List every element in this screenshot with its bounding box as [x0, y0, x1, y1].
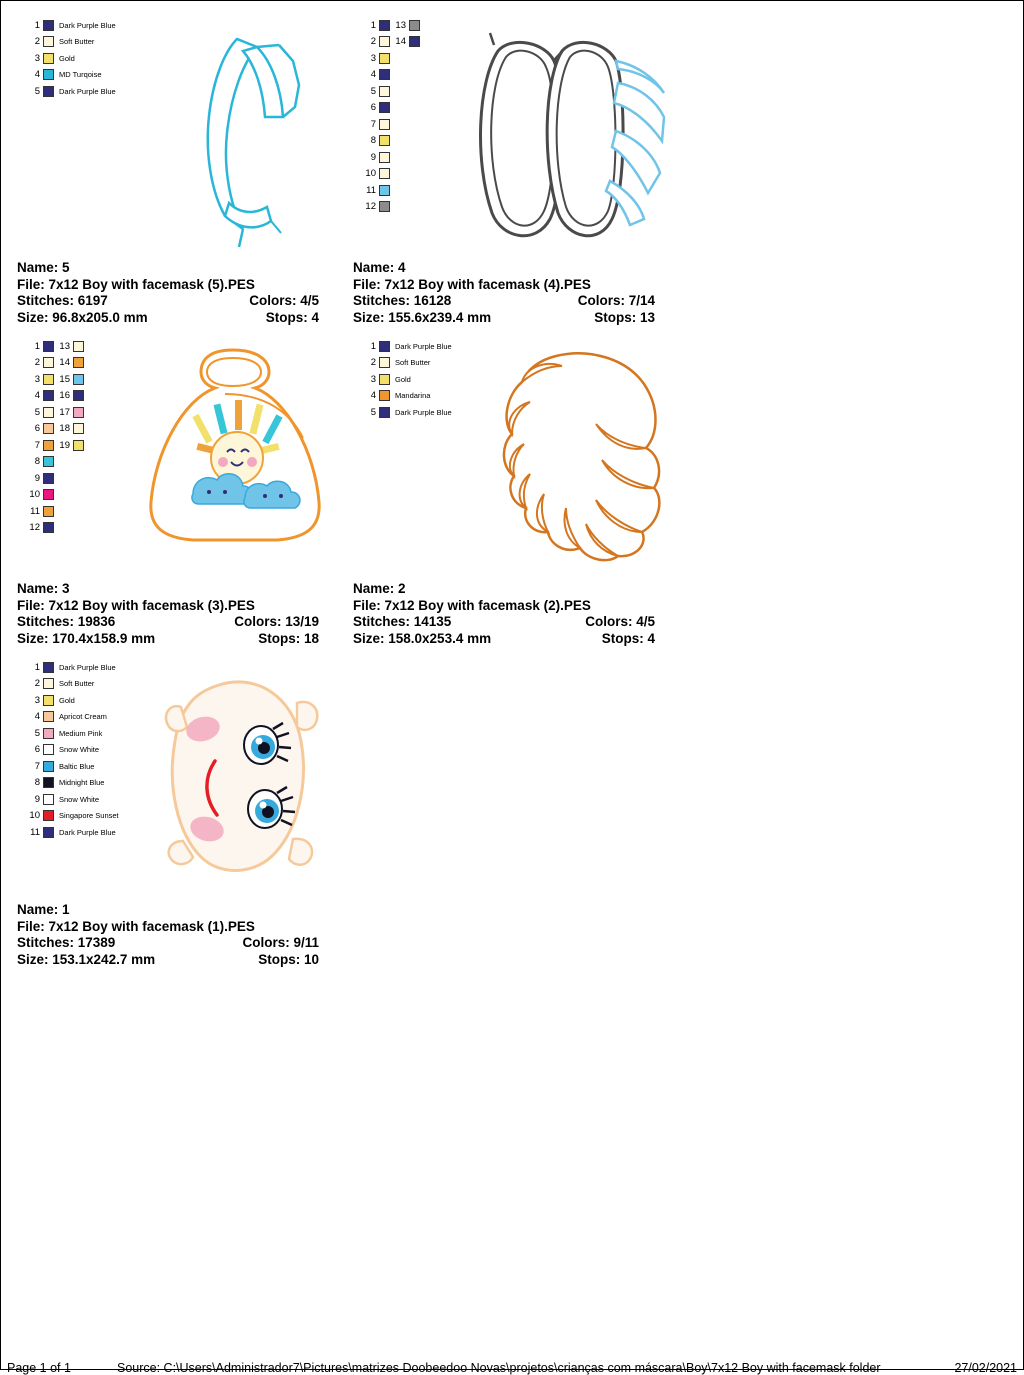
color-list [361, 17, 420, 215]
design-artwork-sun-bib [137, 342, 337, 552]
color-name: Gold [59, 695, 75, 705]
color-swatch [43, 341, 54, 352]
color-index: 8 [34, 456, 40, 467]
color-swatch [73, 423, 84, 434]
color-row [25, 808, 119, 825]
design-file: File: 7x12 Boy with facemask (1).PES [17, 918, 255, 934]
color-index: 4 [370, 390, 376, 401]
color-index: 1 [34, 340, 40, 352]
color-swatch [379, 36, 390, 47]
color-index: 1 [34, 661, 40, 673]
color-swatch [43, 810, 54, 821]
design-stops: Stops: 4 [265, 309, 319, 325]
color-name: Dark Purple Blue [395, 407, 452, 417]
color-swatch [73, 440, 84, 451]
design-colors: Colors: 4/5 [585, 614, 655, 629]
color-index: 14 [395, 36, 406, 47]
design-artwork-hair [468, 342, 673, 572]
design-name: Name: 1 [17, 902, 70, 917]
color-index: 4 [34, 390, 40, 401]
color-row [361, 34, 420, 51]
color-row [361, 182, 420, 199]
color-name: MD Turqoise [59, 70, 102, 79]
color-swatch [43, 827, 54, 838]
color-swatch [43, 777, 54, 788]
color-name: Baltic Blue [59, 761, 95, 771]
color-swatch [43, 711, 54, 722]
color-row [25, 17, 116, 34]
color-index: 9 [34, 793, 40, 805]
color-index: 2 [34, 357, 40, 368]
color-swatch [43, 357, 54, 368]
color-row [25, 520, 84, 537]
color-index: 9 [34, 472, 40, 484]
color-name: Gold [395, 374, 411, 384]
design-preview-area [17, 336, 341, 581]
color-name: Dark Purple Blue [59, 662, 116, 672]
color-swatch [43, 473, 54, 484]
color-index: 2 [34, 36, 40, 47]
color-row [361, 199, 420, 216]
color-index: 3 [370, 373, 376, 385]
design-size: Size: 153.1x242.7 mm [17, 951, 156, 967]
color-index: 8 [370, 135, 376, 146]
design-stitches: Stitches: 17389 [17, 935, 116, 950]
color-swatch [43, 440, 54, 451]
design-cell-empty [347, 657, 683, 978]
color-row [25, 824, 119, 841]
design-colors: Colors: 7/14 [577, 293, 655, 308]
color-index: 2 [34, 678, 40, 689]
color-row [361, 116, 420, 133]
color-row [361, 133, 420, 150]
color-row [25, 421, 84, 438]
color-row [25, 454, 84, 471]
color-name: Snow White [59, 745, 100, 754]
color-row [25, 355, 84, 372]
color-row [25, 470, 84, 487]
color-swatch [379, 341, 390, 352]
color-index: 14 [59, 357, 70, 368]
color-index: 11 [30, 826, 40, 838]
color-index: 5 [34, 85, 40, 97]
color-index: 7 [370, 118, 376, 130]
color-name: Dark Purple Blue [59, 827, 116, 837]
color-index: 5 [34, 406, 40, 418]
color-row [25, 67, 116, 84]
color-name: Midnight Blue [59, 778, 105, 787]
color-name: Soft Butter [395, 358, 431, 367]
color-index: 3 [34, 373, 40, 385]
color-index: 2 [370, 357, 376, 368]
design-stitches: Stitches: 19836 [17, 614, 116, 629]
color-swatch [43, 794, 54, 805]
color-index: 4 [34, 711, 40, 722]
color-row [25, 791, 119, 808]
color-swatch [379, 135, 390, 146]
design-cell[interactable] [347, 15, 683, 336]
design-info [353, 260, 677, 326]
color-name: Dark Purple Blue [59, 86, 116, 96]
color-row [25, 742, 119, 759]
design-size: Size: 158.0x253.4 mm [353, 630, 492, 646]
color-swatch [73, 357, 84, 368]
design-info [17, 581, 341, 647]
color-swatch [43, 69, 54, 80]
color-index: 4 [34, 69, 40, 80]
color-row [361, 388, 452, 405]
color-name: Snow White [59, 794, 100, 804]
color-index: 1 [370, 340, 376, 352]
color-swatch [43, 86, 54, 97]
color-index: 12 [365, 201, 376, 212]
design-stops: Stops: 4 [601, 630, 655, 646]
color-row [361, 83, 420, 100]
color-swatch [379, 152, 390, 163]
color-index: 1 [370, 19, 376, 31]
color-swatch [379, 168, 390, 179]
color-row [361, 404, 452, 421]
color-row [361, 149, 420, 166]
color-index: 6 [34, 744, 40, 755]
color-row [361, 166, 420, 183]
design-file: File: 7x12 Boy with facemask (4).PES [353, 276, 591, 292]
color-index: 2 [370, 36, 376, 47]
color-swatch [409, 20, 420, 31]
color-swatch [43, 53, 54, 64]
design-preview-area [17, 15, 341, 260]
color-index: 7 [34, 760, 40, 772]
color-swatch [43, 522, 54, 533]
source-path: Source: C:\Users\Administrador7\Pictures\matrizes Doobeedoo Novas\projetos\crianças com máscara\Boy\7x12 Boy with facemask folder [117, 1361, 881, 1375]
color-row [25, 692, 119, 709]
color-swatch [379, 102, 390, 113]
color-row [25, 775, 119, 792]
design-artwork-glasses [458, 21, 673, 261]
color-row [361, 17, 420, 34]
color-swatch [43, 761, 54, 772]
design-artwork-face [147, 663, 337, 898]
color-index: 18 [59, 423, 70, 434]
color-swatch [379, 119, 390, 130]
color-swatch [43, 423, 54, 434]
design-name: Name: 5 [17, 260, 70, 275]
design-name: Name: 3 [17, 581, 70, 596]
design-size: Size: 170.4x158.9 mm [17, 630, 156, 646]
color-swatch [73, 341, 84, 352]
color-row [361, 100, 420, 117]
color-index: 5 [370, 85, 376, 97]
color-index: 5 [370, 406, 376, 418]
color-swatch [379, 201, 390, 212]
color-index: 15 [59, 373, 70, 385]
color-name: Gold [59, 53, 75, 63]
design-cell[interactable] [11, 336, 347, 657]
color-name: Singapore Sunset [59, 811, 119, 820]
color-swatch [379, 185, 390, 196]
color-name: Medium Pink [59, 728, 103, 738]
color-index: 10 [365, 168, 376, 179]
design-name: Name: 2 [353, 581, 406, 596]
color-swatch [43, 506, 54, 517]
color-swatch [43, 678, 54, 689]
color-name: Soft Butter [59, 37, 95, 46]
color-index: 13 [59, 340, 70, 352]
color-name: Mandarina [395, 391, 431, 400]
color-index: 1 [34, 19, 40, 31]
color-row [25, 34, 116, 51]
color-swatch [43, 374, 54, 385]
color-row [25, 50, 116, 67]
color-index: 10 [29, 810, 40, 821]
design-cell[interactable] [11, 657, 347, 978]
color-swatch [379, 69, 390, 80]
color-row [25, 338, 84, 355]
color-name: Dark Purple Blue [395, 341, 452, 351]
design-preview-area [17, 657, 341, 902]
color-index: 6 [34, 423, 40, 434]
color-swatch [43, 20, 54, 31]
color-row [25, 371, 84, 388]
color-row [361, 371, 452, 388]
design-cell[interactable] [347, 336, 683, 657]
color-row [361, 355, 452, 372]
design-colors: Colors: 9/11 [242, 935, 319, 950]
color-index: 4 [370, 69, 376, 80]
color-row [25, 437, 84, 454]
design-cell[interactable] [11, 15, 347, 336]
color-swatch [43, 728, 54, 739]
color-list [25, 338, 84, 536]
design-info [17, 902, 341, 968]
color-swatch [379, 407, 390, 418]
color-swatch [43, 407, 54, 418]
color-index: 5 [34, 727, 40, 739]
color-row [25, 709, 119, 726]
page-number: Page 1 of 1 [7, 1361, 71, 1375]
color-swatch [43, 36, 54, 47]
design-file: File: 7x12 Boy with facemask (2).PES [353, 597, 591, 613]
color-index: 17 [59, 406, 70, 418]
print-date: 27/02/2021 [954, 1361, 1017, 1375]
color-index: 11 [366, 184, 376, 196]
color-index: 16 [59, 390, 70, 401]
design-colors: Colors: 13/19 [234, 614, 319, 629]
color-index: 11 [30, 505, 40, 517]
design-stitches: Stitches: 6197 [17, 293, 108, 308]
color-index: 13 [395, 19, 406, 31]
design-preview-area [353, 336, 677, 581]
design-size: Size: 96.8x205.0 mm [17, 309, 148, 325]
design-stops: Stops: 18 [258, 630, 319, 646]
color-swatch [73, 390, 84, 401]
color-swatch [43, 489, 54, 500]
color-row [25, 487, 84, 504]
design-file: File: 7x12 Boy with facemask (5).PES [17, 276, 255, 292]
color-swatch [379, 390, 390, 401]
color-row [25, 404, 84, 421]
color-swatch [379, 357, 390, 368]
color-swatch [73, 374, 84, 385]
color-row [25, 676, 119, 693]
color-index: 8 [34, 777, 40, 788]
color-row [25, 83, 116, 100]
color-index: 9 [370, 151, 376, 163]
color-index: 6 [370, 102, 376, 113]
color-index: 3 [34, 694, 40, 706]
design-file: File: 7x12 Boy with facemask (3).PES [17, 597, 255, 613]
color-swatch [43, 456, 54, 467]
color-swatch [379, 20, 390, 31]
color-swatch [379, 53, 390, 64]
color-list [25, 659, 119, 841]
design-artwork-mask-side [147, 21, 337, 256]
color-swatch [43, 744, 54, 755]
design-size: Size: 155.6x239.4 mm [353, 309, 492, 325]
color-swatch [409, 36, 420, 47]
color-index: 7 [34, 439, 40, 451]
color-row [25, 503, 84, 520]
color-swatch [43, 662, 54, 673]
color-index: 10 [29, 489, 40, 500]
color-index: 3 [34, 52, 40, 64]
color-swatch [43, 390, 54, 401]
color-index: 19 [59, 439, 70, 451]
color-row [361, 50, 420, 67]
design-name: Name: 4 [353, 260, 406, 275]
color-name: Dark Purple Blue [59, 20, 116, 30]
color-swatch [379, 374, 390, 385]
color-list [25, 17, 116, 100]
color-name: Soft Butter [59, 679, 95, 688]
design-preview-area [353, 15, 677, 260]
color-row [361, 338, 452, 355]
color-index: 3 [370, 52, 376, 64]
design-stops: Stops: 13 [594, 309, 655, 325]
design-stops: Stops: 10 [258, 951, 319, 967]
color-row [361, 67, 420, 84]
color-swatch [43, 695, 54, 706]
color-row [25, 725, 119, 742]
color-name: Apricot Cream [59, 712, 107, 721]
color-swatch [379, 86, 390, 97]
color-row [25, 388, 84, 405]
color-row [25, 659, 119, 676]
design-grid [11, 15, 1015, 978]
design-stitches: Stitches: 14135 [353, 614, 452, 629]
design-info [353, 581, 677, 647]
color-index: 12 [29, 522, 40, 533]
color-swatch [73, 407, 84, 418]
design-info [17, 260, 341, 326]
color-list [361, 338, 452, 421]
design-stitches: Stitches: 16128 [353, 293, 452, 308]
color-row [25, 758, 119, 775]
design-colors: Colors: 4/5 [249, 293, 319, 308]
